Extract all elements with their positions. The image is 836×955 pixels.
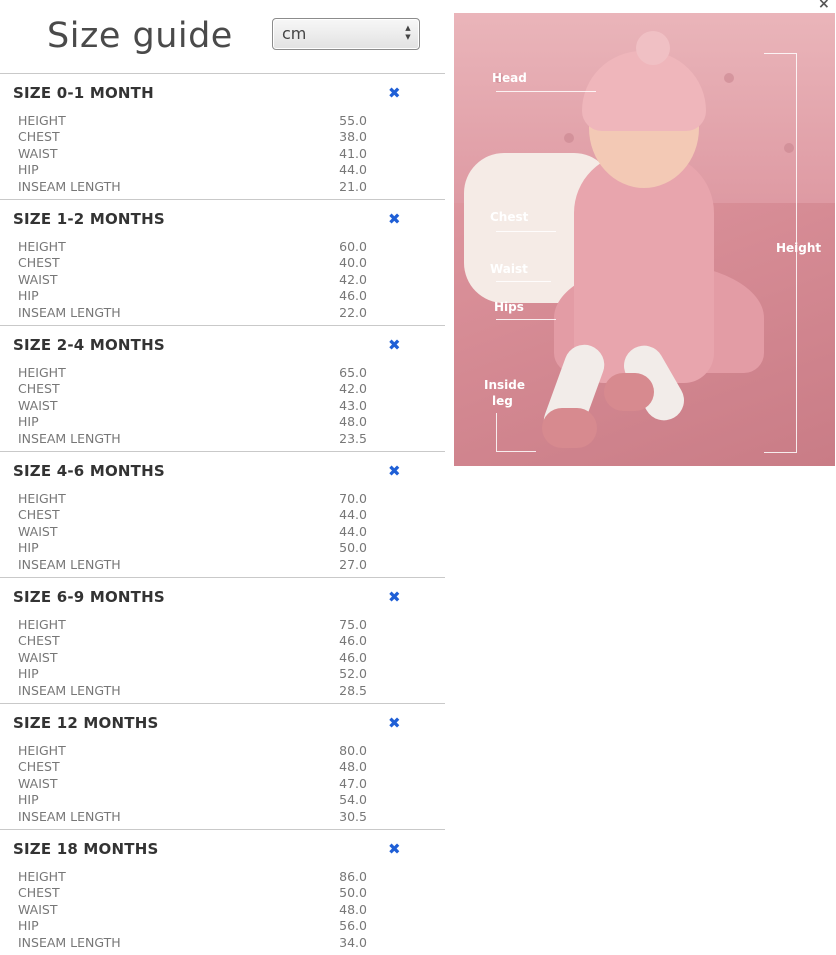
measurement-value: 46.0 — [339, 649, 367, 665]
measurement-value: 46.0 — [339, 633, 367, 649]
label-waist: Waist — [490, 262, 528, 276]
collapse-icon[interactable]: ✖ — [388, 210, 401, 228]
measurement-row — [18, 272, 367, 288]
size-section-title[interactable]: SIZE 1-2 MONTHS — [13, 210, 165, 228]
measurement-label: INSEAM LENGTH — [18, 682, 121, 698]
measurement-label: INSEAM LENGTH — [18, 304, 121, 320]
measurement-row — [18, 617, 367, 633]
measurement-value: 60.0 — [339, 239, 367, 254]
measurement-value: 86.0 — [339, 869, 367, 884]
measurement-value: 41.0 — [339, 145, 367, 161]
measurement-value: 42.0 — [339, 271, 367, 287]
measurement-row — [18, 683, 367, 699]
measurement-label: INSEAM LENGTH — [18, 556, 121, 572]
measurement-row — [18, 381, 367, 397]
measurement-row — [18, 398, 367, 414]
measurement-row — [18, 414, 367, 430]
measurement-row — [18, 239, 367, 255]
measurement-row — [18, 540, 367, 556]
measurement-list — [18, 617, 367, 699]
collapse-icon[interactable]: ✖ — [388, 336, 401, 354]
size-section-title[interactable]: SIZE 4-6 MONTHS — [13, 462, 165, 480]
measurement-value: 42.0 — [339, 381, 367, 397]
measurement-value: 40.0 — [339, 255, 367, 271]
measurement-value: 44.0 — [339, 507, 367, 523]
measurement-label: INSEAM LENGTH — [18, 934, 121, 950]
sofa-tuft — [564, 133, 574, 143]
collapse-icon[interactable]: ✖ — [388, 462, 401, 480]
measurement-row — [18, 162, 367, 178]
measurement-label: CHEST — [18, 255, 60, 271]
measurement-list — [18, 113, 367, 195]
measurement-list — [18, 491, 367, 573]
size-section — [0, 451, 445, 577]
measurement-value: 34.0 — [339, 934, 367, 950]
unit-select[interactable] — [272, 18, 420, 50]
measurement-label: HEIGHT — [18, 491, 66, 506]
measurement-label: WAIST — [18, 271, 58, 287]
size-section-title[interactable]: SIZE 6-9 MONTHS — [13, 588, 165, 606]
size-list — [0, 73, 445, 955]
measurement-row — [18, 792, 367, 808]
measurement-value: 46.0 — [339, 288, 367, 304]
measurement-row — [18, 431, 367, 447]
measurement-row — [18, 633, 367, 649]
label-inside-leg-2: leg — [492, 394, 513, 408]
close-icon[interactable]: × — [818, 0, 830, 12]
measurement-label: WAIST — [18, 901, 58, 917]
size-section — [0, 73, 445, 199]
measurement-row — [18, 935, 367, 951]
measurement-label: INSEAM LENGTH — [18, 178, 121, 194]
measurement-label: INSEAM LENGTH — [18, 808, 121, 824]
waist-guide-line — [496, 281, 551, 282]
height-guide-line — [764, 452, 796, 453]
measurement-value: 38.0 — [339, 129, 367, 145]
measurement-row — [18, 146, 367, 162]
measurement-row — [18, 809, 367, 825]
collapse-icon[interactable]: ✖ — [388, 588, 401, 606]
measurement-row — [18, 759, 367, 775]
measurement-value: 70.0 — [339, 491, 367, 506]
measurement-row — [18, 255, 367, 271]
height-guide-line — [764, 53, 796, 54]
hat-pompom — [636, 31, 670, 65]
measurement-value: 22.0 — [339, 304, 367, 320]
measurement-label: INSEAM LENGTH — [18, 430, 121, 446]
measurement-value: 56.0 — [339, 918, 367, 934]
size-illustration-photo — [454, 13, 835, 466]
measurement-label: HEIGHT — [18, 617, 66, 632]
measurement-row — [18, 918, 367, 934]
size-section-title[interactable]: SIZE 0-1 MONTH — [13, 84, 154, 102]
measurement-row — [18, 885, 367, 901]
inside-leg-guide-line — [496, 451, 536, 452]
unit-select-value: cm — [282, 24, 307, 43]
measurement-label: CHEST — [18, 885, 60, 901]
measurement-value: 52.0 — [339, 666, 367, 682]
measurement-value: 48.0 — [339, 901, 367, 917]
shoe — [542, 408, 597, 448]
size-section — [0, 577, 445, 703]
measurement-row — [18, 305, 367, 321]
measurement-list — [18, 869, 367, 951]
measurement-label: HIP — [18, 414, 39, 430]
shoe — [604, 373, 654, 411]
label-height: Height — [776, 241, 822, 255]
size-section-title[interactable]: SIZE 2-4 MONTHS — [13, 336, 165, 354]
inside-leg-guide-line — [496, 413, 497, 451]
measurement-label: CHEST — [18, 129, 60, 145]
measurement-row — [18, 557, 367, 573]
measurement-value: 48.0 — [339, 414, 367, 430]
measurement-label: WAIST — [18, 397, 58, 413]
measurement-label: HIP — [18, 666, 39, 682]
measurement-value: 21.0 — [339, 178, 367, 194]
label-hips: Hips — [494, 300, 524, 314]
head-guide-line — [496, 91, 596, 92]
hips-guide-line — [496, 319, 556, 320]
size-section — [0, 829, 445, 955]
measurement-row — [18, 743, 367, 759]
measurement-label: WAIST — [18, 775, 58, 791]
measurement-label: WAIST — [18, 145, 58, 161]
measurement-row — [18, 776, 367, 792]
measurement-row — [18, 288, 367, 304]
size-section-title[interactable]: SIZE 12 MONTHS — [13, 714, 159, 732]
measurement-label: CHEST — [18, 759, 60, 775]
size-section — [0, 703, 445, 829]
measurement-label: HEIGHT — [18, 365, 66, 380]
measurement-label: HIP — [18, 918, 39, 934]
collapse-icon[interactable]: ✖ — [388, 840, 401, 858]
measurement-row — [18, 491, 367, 507]
page-title: Size guide — [47, 16, 233, 56]
measurement-label: CHEST — [18, 633, 60, 649]
size-section — [0, 325, 445, 451]
label-head: Head — [492, 71, 527, 85]
measurement-label: HIP — [18, 540, 39, 556]
measurement-value: 80.0 — [339, 743, 367, 758]
measurement-row — [18, 902, 367, 918]
measurement-value: 23.5 — [339, 430, 367, 446]
measurement-value: 43.0 — [339, 397, 367, 413]
measurement-value: 65.0 — [339, 365, 367, 380]
measurement-label: HIP — [18, 162, 39, 178]
measurement-value: 28.5 — [339, 682, 367, 698]
measurement-list — [18, 239, 367, 321]
measurement-list — [18, 743, 367, 825]
measurement-value: 30.5 — [339, 808, 367, 824]
measurement-label: WAIST — [18, 523, 58, 539]
measurement-value: 50.0 — [339, 540, 367, 556]
measurement-row — [18, 666, 367, 682]
sofa-tuft — [784, 143, 794, 153]
measurement-label: HEIGHT — [18, 743, 66, 758]
measurement-value: 55.0 — [339, 113, 367, 128]
measurement-label: HIP — [18, 792, 39, 808]
collapse-icon[interactable]: ✖ — [388, 84, 401, 102]
measurement-row — [18, 524, 367, 540]
measurement-label: HEIGHT — [18, 239, 66, 254]
measurement-value: 44.0 — [339, 162, 367, 178]
sofa-tuft — [724, 73, 734, 83]
measurement-value: 48.0 — [339, 759, 367, 775]
measurement-row — [18, 113, 367, 129]
measurement-label: HEIGHT — [18, 869, 66, 884]
measurement-value: 54.0 — [339, 792, 367, 808]
measurement-list — [18, 365, 367, 447]
measurement-row — [18, 507, 367, 523]
collapse-icon[interactable]: ✖ — [388, 714, 401, 732]
size-section — [0, 199, 445, 325]
select-arrows-icon: ▲ ▼ — [405, 24, 411, 41]
measurement-label: WAIST — [18, 649, 58, 665]
measurement-row — [18, 650, 367, 666]
measurement-value: 75.0 — [339, 617, 367, 632]
measurement-label: HEIGHT — [18, 113, 66, 128]
measurement-row — [18, 129, 367, 145]
chest-guide-line — [496, 231, 556, 232]
measurement-value: 50.0 — [339, 885, 367, 901]
size-section-title[interactable]: SIZE 18 MONTHS — [13, 840, 159, 858]
measurement-label: CHEST — [18, 507, 60, 523]
label-chest: Chest — [490, 210, 529, 224]
measurement-label: CHEST — [18, 381, 60, 397]
measurement-row — [18, 365, 367, 381]
measurement-value: 44.0 — [339, 523, 367, 539]
measurement-row — [18, 179, 367, 195]
measurement-label: HIP — [18, 288, 39, 304]
label-inside-leg: Inside — [484, 378, 525, 392]
measurement-value: 47.0 — [339, 775, 367, 791]
measurement-row — [18, 869, 367, 885]
measurement-value: 27.0 — [339, 556, 367, 572]
